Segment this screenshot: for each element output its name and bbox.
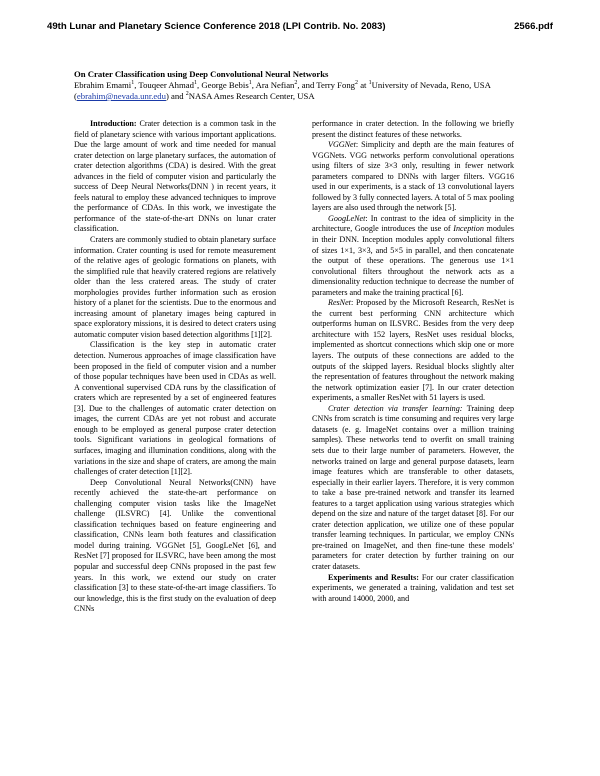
paragraph-introduction: Introduction: Crater detection is a common task in the field of planetary science with various important applications. Due the large amount of work and time needed for manual crater detection on large planetary surfaces, the automation of crater detection algorithms (CDA) is desired. With the great advances in the field of computer vision and particularly the success of Deep Neural Networks(DNN ) in recent years, it feels natural to employ these advanced techniques to improve the performance of CDAs. In this work, we investigate the performance of the state-of-the-art DNNs on lunar crater classification.	[74, 119, 276, 234]
title-block	[74, 69, 534, 102]
page-header	[47, 21, 553, 35]
subheading-transfer-learning: Crater detection via transfer learning:	[328, 403, 463, 413]
subheading-resnet: ResNet	[328, 298, 351, 308]
left-column	[74, 119, 276, 615]
paragraph-classification: Classification is the key step in automatic crater detection. Numerous approaches of image classification have been proposed in the field of computer vision and a number of those popular techniques have been used in CDAs as well. A conventional supervised CDA runs by the classification of craters which are represented by a set of engineered features [3]. Due to the challenges of automatic crater detection on images, the current CDAs are yet not robust and accurate enough to be employed as general purpose crater detection tools. Significant variations in geological formations of surfaces, imaging and illumination conditions, along with the variations in the size and shape of craters, are among the main challenges of crater detection [1][2].	[74, 340, 276, 477]
section-heading-experiments: Experiments and Results:	[328, 572, 419, 582]
page-id: 2566.pdf	[514, 21, 553, 32]
paragraph-cnn: Deep Convolutional Neural Networks(CNN) have recently achieved the state-the-art performance on challenging computer vision tasks like the ImageNet challenge (ILSVRC) [4]. Unlike the conventional classification techniques based on feature engineering and classification, CNNs learn both features and classification model during training. VGGNet [5], GoogLeNet [6], and ResNet [7] proposed for ILSVRC, have been among the most popular and successful deep CNNs proposed in the past few years. In this work, we extend our study on crater classification [3] to these state-of-the-art image classifiers. To our knowledge, this is the first study on the evaluation of deep CNNs	[74, 477, 276, 614]
section-heading-introduction: Introduction:	[90, 119, 137, 128]
paragraph-googlenet: GoogLeNet: In contrast to the idea of simplicity in the architecture, Google introduces the use of Inception modules in their DNN. Inception modules apply convolutional filters of sizes 1×1, 3×3, and 5×5 in parallel, and then concatenate the output of these operations. The generous use 1×1 convolutional filters throughout the network acts as a dimensionality reduction technique to decrease the number of parameters and make the training practical [6].	[312, 213, 514, 297]
subheading-googlenet: GoogLeNet	[328, 213, 366, 223]
paragraph-transfer-learning: Crater detection via transfer learning: Training deep CNNs from scratch is time consuming and requires very large datasets (e. g. ImageNet contains over a million training samples). These networks tend to overfit on small training sets due to their large number of parameters. However, the networks trained on large and general purpose datasets, learn image features which are transferable to other datasets, especially in their earlier layers. Therefore, it is very common to take a base pre-trained network and transfer its learned features to a target application using various strategies which depend on the size and nature of the target dataset [8]. For our crater detection application, we utilize one of these popular transfer learning techniques. In particular, we employ CNNs pre-trained on ImageNet, and then fine-tune these models' parameters for crater detection by further training on our crater datasets.	[312, 403, 514, 571]
paragraph-craters: Craters are commonly studied to obtain planetary surface information. Crater counting is used for remote measurement of the relative ages of geologic formations on planets, with the simplified rule that heavily cratered regions are relatively older than the less cratered areas. The study of crater morphologies provides further information such as erosion history of a planet for the scientists. Due to the enormous and increasing amount of planetary images being captured in space exploratory missions, it is desired to detect craters using automatic computer vision based detection algorithms [1][2].	[74, 235, 276, 339]
right-column	[312, 119, 514, 604]
paper-title: On Crater Classification using Deep Convolutional Neural Networks	[74, 69, 329, 79]
paragraph-resnet: ResNet: Proposed by the Microsoft Research, ResNet is the current best performing CNN architecture which outperforms human on ILSVRC. Besides from the very deep architecture with 152 layers, ResNet uses residual blocks, implemented as shortcut connections which skip one or more layers. The outputs of these connections are added to the outputs of the skipped layers. Residual blocks slightly alter the representation of features throughout the network making the network optimization easier [7]. In our crater detection experiments, a smaller ResNet with 51 layers is used.	[312, 298, 514, 403]
paragraph-continuation: performance in crater detection. In the following we briefly present the distinct features of these networks.	[312, 119, 514, 139]
author-email-link[interactable]: ebrahim@nevada.unr.edu	[76, 91, 166, 101]
conference-name: 49th Lunar and Planetary Science Conference 2018 (LPI Contrib. No. 2083)	[47, 21, 386, 32]
subheading-vggnet: VGGNet	[328, 140, 356, 150]
author-list: Ebrahim Emami$^1$, Touqeer Ahmad$^1$, George Bebis$^1$, Ara Nefian$^2$, and Terry Fong$^2$ at $^1$University of Nevada, Reno, USA (ebrahim@nevada.unr.edu) and $^2$NASA Ames Research Center, USA	[74, 80, 491, 101]
paragraph-vggnet: VGGNet: Simplicity and depth are the main features of VGGNets. VGG networks perform convolutional operations using filters of size 3×3 only, resulting in fewer network parameters compared to DNNs with larger filters. VGG16 used in our experiments, is a stack of 13 convolutional layers followed by 3 fully connected layers. A total of 5 max pooling layers are also used through the network [5].	[312, 140, 514, 213]
paragraph-experiments: Experiments and Results: For our crater classification experiments, we generated a training, validation and test set with around 14000, 2000, and	[312, 572, 514, 603]
